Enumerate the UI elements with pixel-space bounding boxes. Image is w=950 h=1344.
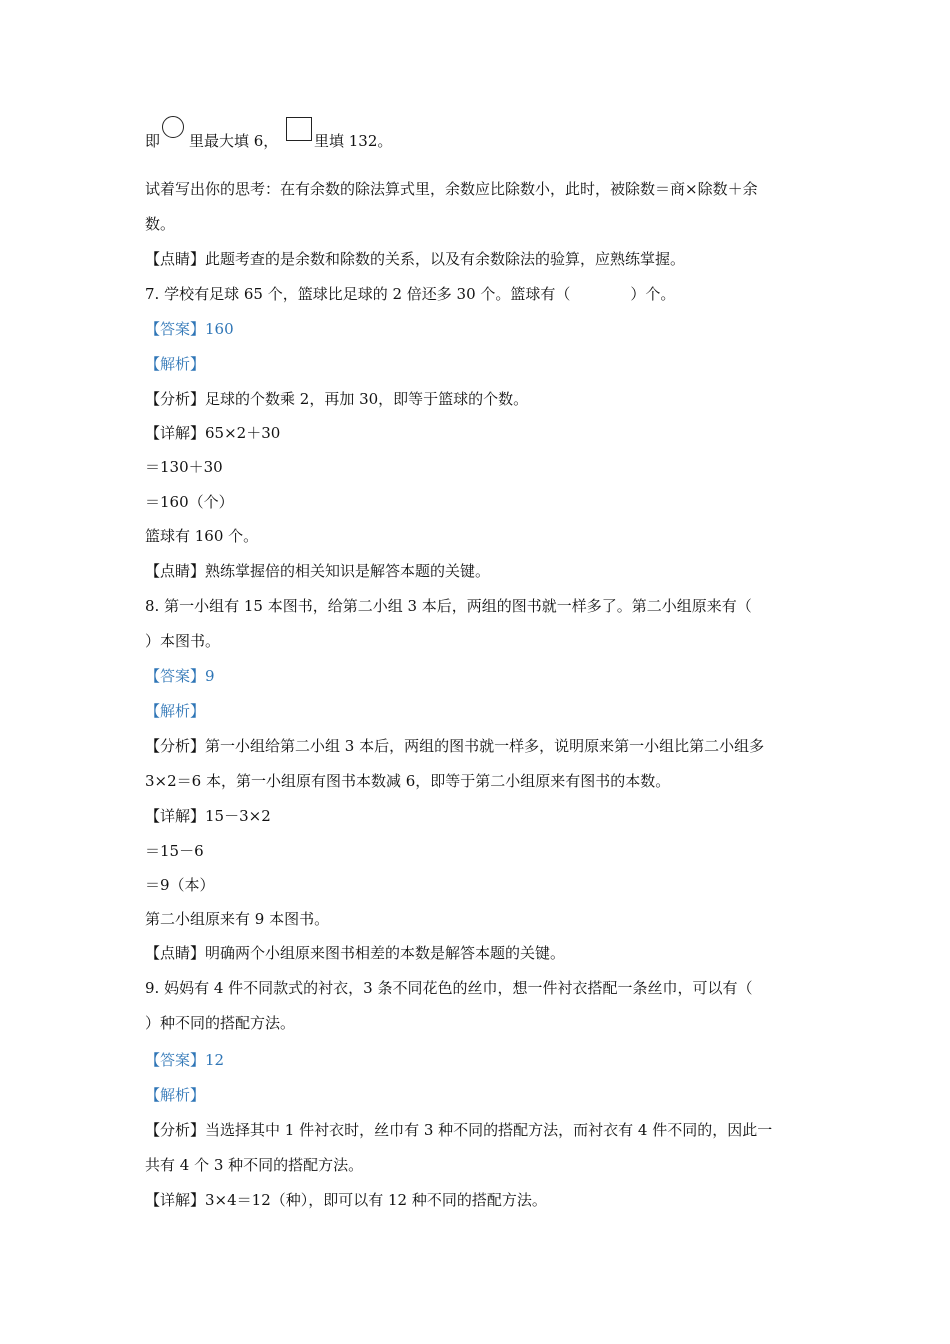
q8-conclusion: 第二小组原来有 9 本图书。 <box>145 910 330 928</box>
q8-jiexi: 【解析】 <box>145 702 206 720</box>
intro-circle-text: 里最大填 6， <box>189 132 279 150</box>
q9-jiexi: 【解析】 <box>145 1086 206 1104</box>
q9-xiangjie: 【详解】3×4＝12（种），即可以有 12 种不同的搭配方法。 <box>145 1191 547 1209</box>
q7-dianjing: 【点睛】熟练掌握倍的相关知识是解答本题的关键。 <box>145 562 491 580</box>
q8-answer: 【答案】9 <box>145 667 215 685</box>
q8-xiangjie: 【详解】15－3×2 <box>145 807 271 825</box>
q7-step-2: ＝160（个） <box>145 493 234 511</box>
q7-conclusion: 篮球有 160 个。 <box>145 527 259 545</box>
q8-question-1: 8. 第一小组有 15 本图书，给第二小组 3 本后，两组的图书就一样多了。第二小组原来有（ <box>145 597 752 615</box>
square-icon <box>286 117 312 141</box>
intro-dianjing: 【点睛】此题考查的是余数和除数的关系，以及有余数除法的验算，应熟练掌握。 <box>145 250 686 268</box>
q9-question-2: ）种不同的搭配方法。 <box>145 1014 296 1032</box>
intro-square-text: 里填 132。 <box>314 132 393 150</box>
q8-fenxi-2: 3×2＝6 本，第一小组原有图书本数减 6，即等于第二小组原来有图书的本数。 <box>145 772 671 790</box>
q7-question: 7. 学校有足球 65 个，篮球比足球的 2 倍还多 30 个。篮球有（ ）个。 <box>145 285 676 303</box>
think-line-1: 试着写出你的思考：在有余数的除法算式里，余数应比除数小，此时，被除数＝商×除数＋余 <box>145 180 758 198</box>
q9-fenxi-1: 【分析】当选择其中 1 件衬衣时，丝巾有 3 种不同的搭配方法，而衬衣有 4 件不同的，因此一 <box>145 1121 773 1139</box>
q8-dianjing: 【点睛】明确两个小组原来图书相差的本数是解答本题的关键。 <box>145 944 566 962</box>
circle-icon <box>162 116 184 138</box>
q8-step-1: ＝15－6 <box>145 842 204 860</box>
q9-answer: 【答案】12 <box>145 1051 225 1069</box>
q7-fenxi: 【分析】足球的个数乘 2，再加 30，即等于篮球的个数。 <box>145 390 529 408</box>
q9-question-1: 9. 妈妈有 4 件不同款式的衬衣，3 条不同花色的丝巾，想一件衬衣搭配一条丝巾，可以有（ <box>145 979 753 997</box>
q7-xiangjie: 【详解】65×2＋30 <box>145 424 281 442</box>
q8-fenxi-1: 【分析】第一小组给第二小组 3 本后，两组的图书就一样多，说明原来第一小组比第二小组多 <box>145 737 765 755</box>
q7-answer: 【答案】160 <box>145 320 234 338</box>
q9-fenxi-2: 共有 4 个 3 种不同的搭配方法。 <box>145 1156 364 1174</box>
q7-jiexi: 【解析】 <box>145 355 206 373</box>
q7-step-1: ＝130＋30 <box>145 458 223 476</box>
think-line-2: 数。 <box>145 215 176 233</box>
intro-prefix: 即 <box>145 132 161 150</box>
q8-question-2: ）本图书。 <box>145 632 221 650</box>
q8-step-2: ＝9（本） <box>145 876 215 894</box>
